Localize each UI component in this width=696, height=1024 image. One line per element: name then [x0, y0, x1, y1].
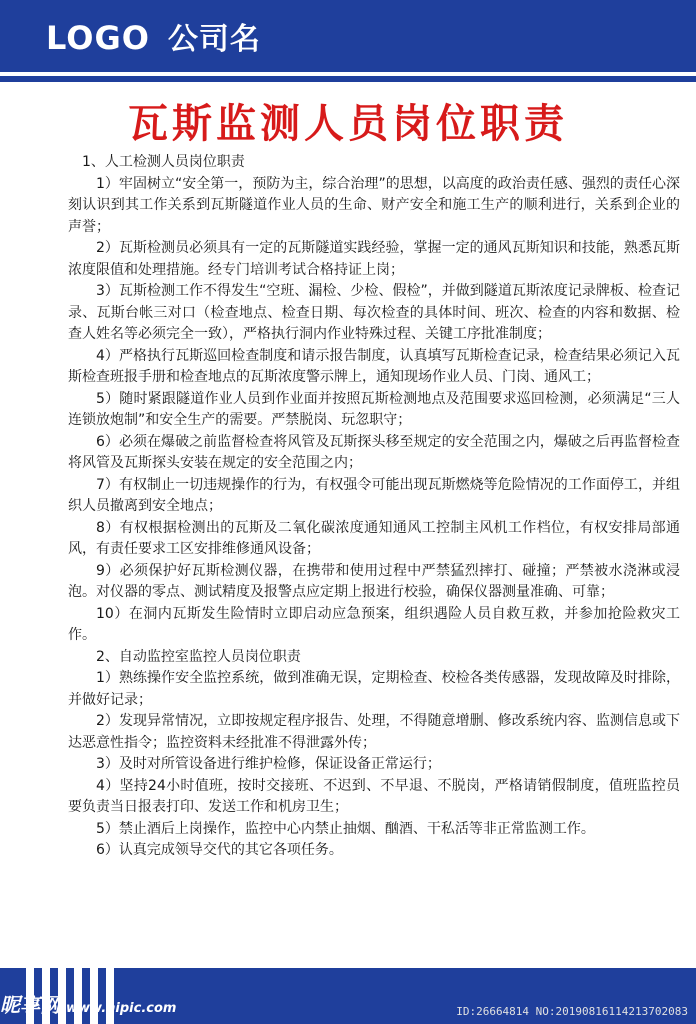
duty-item: 10）在洞内瓦斯发生险情时立即启动应急预案，组织遇险人员自救互救，并参加抢险救灾工作。 — [68, 605, 680, 643]
duty-item: 1）熟练操作安全监控系统，做到准确无误，定期检查、校检各类传感器，发现故障及时排除，并做好记录； — [68, 670, 680, 708]
duty-item: 6）必须在爆破之前监督检查将风管及瓦斯探头移至规定的安全范围之内，爆破之后再监督检查将风管及瓦斯探头安装在规定的安全范围之内； — [68, 433, 680, 471]
duty-item: 8）有权根据检测出的瓦斯及二氧化碳浓度通知通风工控制主风机工作档位，有权安排局部通风，有责任要求工区安排维修通风设备； — [68, 519, 680, 557]
watermark — [0, 989, 176, 1018]
section-heading-1: 1、人工检测人员岗位职责 — [82, 154, 245, 170]
header-stripe — [0, 72, 696, 82]
duty-item: 5）随时紧跟隧道作业人员到作业面并按照瓦斯检测地点及范围要求巡回检测，必须满足“三人连锁放炮制”和安全生产的需要。严禁脱岗、玩忽职守； — [68, 390, 680, 428]
header-brand — [46, 14, 261, 58]
duty-item: 3）及时对所管设备进行维护检修，保证设备正常运行； — [96, 756, 441, 772]
duty-item: 2）瓦斯检测员必须具有一定的瓦斯隧道实践经验，掌握一定的通风瓦斯知识和技能，熟悉瓦斯浓度限值和处理措施。经专门培训考试合格持证上岗； — [68, 240, 680, 278]
duty-content — [68, 152, 680, 862]
duty-item: 1）牢固树立“安全第一，预防为主，综合治理”的思想，以高度的政治责任感、强烈的责任心深刻认识到其工作关系到瓦斯隧道作业人员的生命、财产安全和施工生产的顺利进行，关系到企业的声誉； — [68, 175, 680, 235]
watermark-url: www.nipic.com — [66, 1001, 177, 1016]
section-heading-2: 2、自动监控室监控人员岗位职责 — [96, 648, 301, 665]
logo-text: LOGO — [46, 19, 150, 57]
image-id-text: ID:26664814 NO:20190816114213702083 — [456, 1005, 688, 1018]
duty-item: 2）发现异常情况，立即按规定程序报告、处理，不得随意增删、修改系统内容、监测信息或下达恶意性指令；监控资料未经批准不得泄露外传； — [68, 713, 680, 751]
duty-item: 6）认真完成领导交代的其它各项任务。 — [96, 842, 343, 858]
company-name: 公司名 — [167, 22, 261, 57]
duty-item: 4）坚持24小时值班，按时交接班、不迟到、不早退、不脱岗，严格请销假制度，值班监控员要负责当日报表打印、发送工作和机房卫生； — [68, 777, 680, 815]
duty-item: 3）瓦斯检测工作不得发生“空班、漏检、少检、假检”，并做到隧道瓦斯浓度记录牌板、检查记录、瓦斯台帐三对口（检查地点、检查日期、每次检查的具体时间、班次、检查的内容和数据、检查人姓名等必须完全一致），严格执行洞内作业特殊过程、关键工序批准制度； — [68, 283, 680, 342]
duty-item: 7）有权制止一切违规操作的行为，有权强令可能出现瓦斯燃烧等危险情况的工作面停工，并组织人员撤离到安全地点； — [68, 476, 680, 514]
duty-item: 4）严格执行瓦斯巡回检查制度和请示报告制度，认真填写瓦斯检查记录，检查结果必须记入瓦斯检查班报手册和检查地点的瓦斯浓度警示牌上，通知现场作业人员、门岗、通风工； — [68, 347, 680, 385]
duty-item: 9）必须保护好瓦斯检测仪器，在携带和使用过程中严禁猛烈摔打、碰撞；严禁被水浇淋或浸泡。对仪器的零点、测试精度及报警点应定期上报进行校验，确保仪器测量准确、可靠； — [68, 562, 680, 600]
page-title: 瓦斯监测人员岗位职责 — [128, 101, 568, 147]
watermark-brand: 昵享网 — [0, 993, 60, 1017]
duty-item: 5）禁止酒后上岗操作，监控中心内禁止抽烟、酗酒、干私活等非正常监测工作。 — [96, 820, 595, 837]
